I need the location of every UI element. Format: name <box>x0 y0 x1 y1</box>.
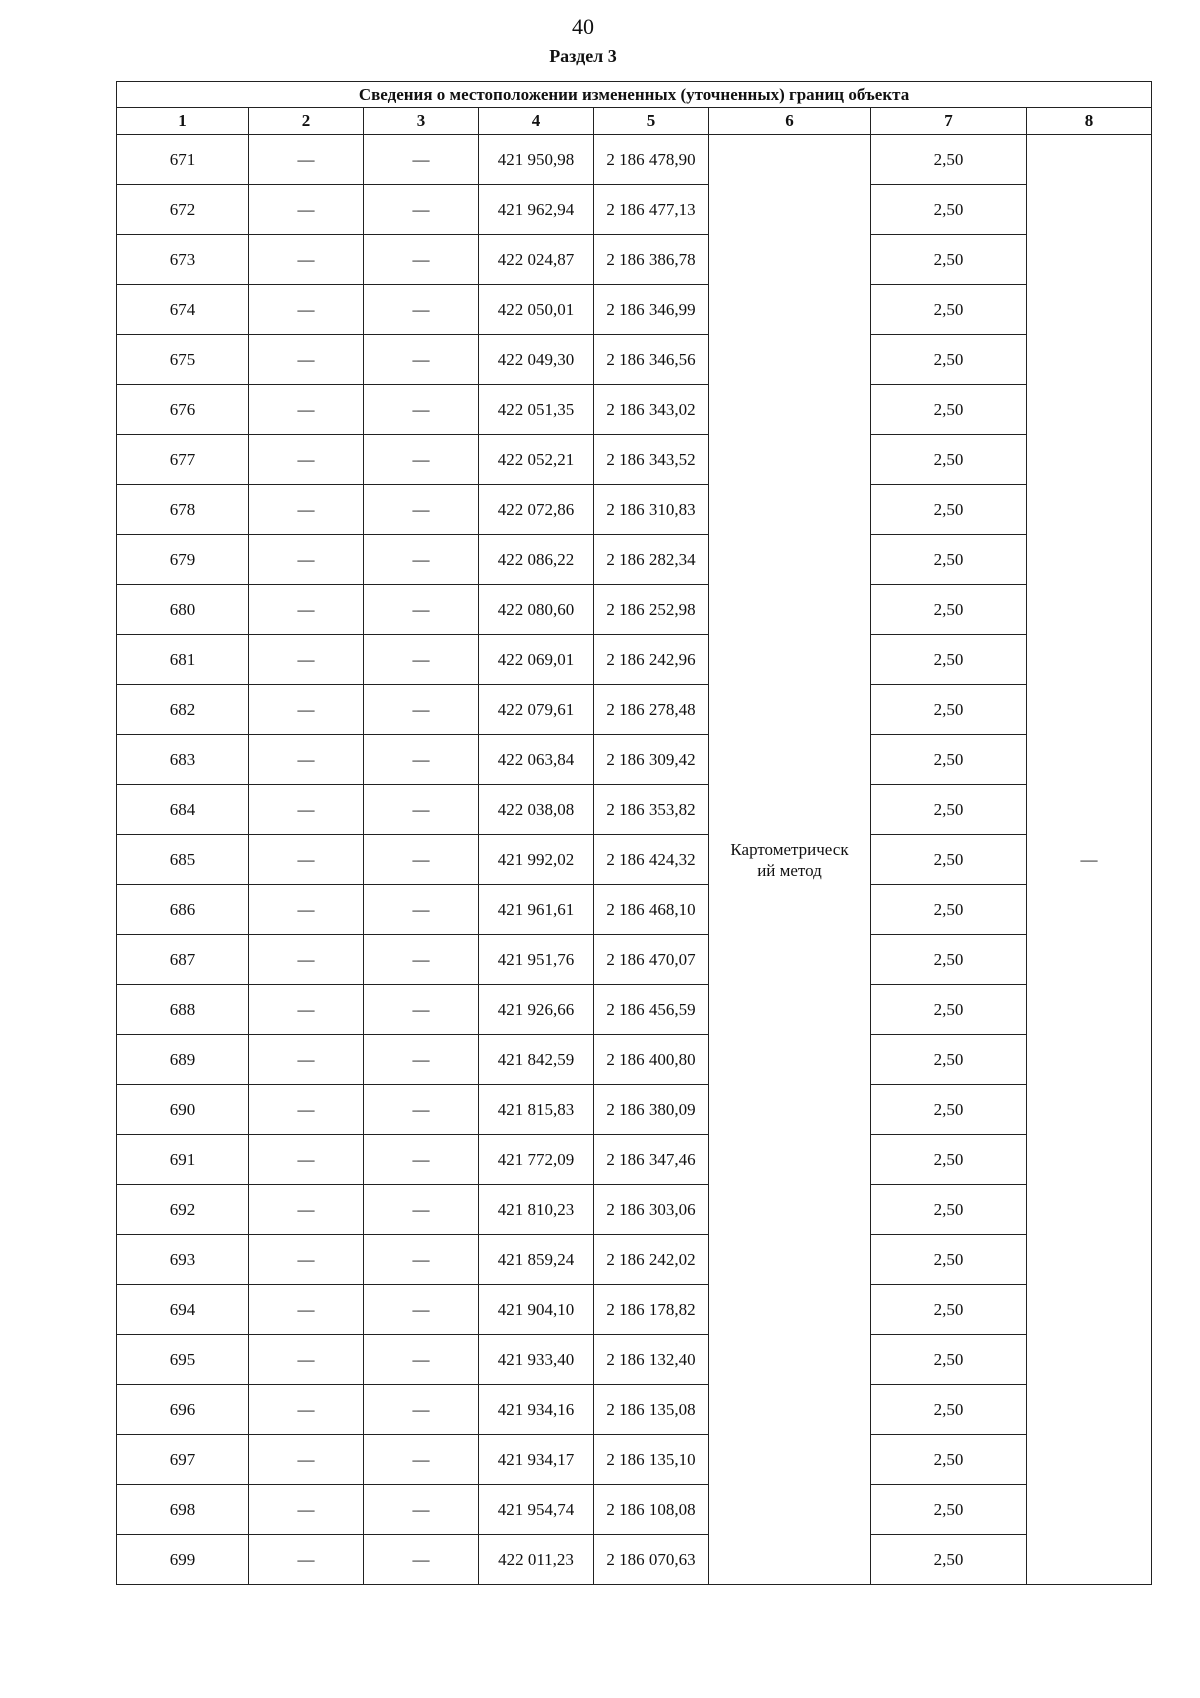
dash-cell: — <box>364 1485 479 1535</box>
table-row <box>117 635 1152 685</box>
boundary-coordinates-table <box>116 81 1152 1585</box>
y-coordinate-cell: 2 186 108,08 <box>594 1485 709 1535</box>
table-row <box>117 1435 1152 1485</box>
dash-cell: — <box>249 1085 364 1135</box>
x-coordinate-cell: 421 926,66 <box>479 985 594 1035</box>
table-row <box>117 1285 1152 1335</box>
x-coordinate-cell: 421 933,40 <box>479 1335 594 1385</box>
point-number-cell: 682 <box>117 685 249 735</box>
column-number-row <box>117 108 1152 135</box>
dash-cell: — <box>364 835 479 885</box>
dash-cell: — <box>249 385 364 435</box>
accuracy-cell: 2,50 <box>871 135 1027 185</box>
point-number-cell: 683 <box>117 735 249 785</box>
table-row <box>117 1335 1152 1385</box>
y-coordinate-cell: 2 186 070,63 <box>594 1535 709 1585</box>
point-number-cell: 691 <box>117 1135 249 1185</box>
method-cell <box>709 135 871 1585</box>
table-row <box>117 285 1152 335</box>
y-coordinate-cell: 2 186 132,40 <box>594 1335 709 1385</box>
dash-cell: — <box>249 485 364 535</box>
point-number-cell: 695 <box>117 1335 249 1385</box>
table-row <box>117 385 1152 435</box>
accuracy-cell: 2,50 <box>871 935 1027 985</box>
dash-cell: — <box>249 835 364 885</box>
method-text-line: Картометрическ <box>730 839 849 859</box>
point-number-cell: 671 <box>117 135 249 185</box>
point-number-cell: 696 <box>117 1385 249 1435</box>
accuracy-cell: 2,50 <box>871 1185 1027 1235</box>
dash-cell: — <box>364 685 479 735</box>
accuracy-cell: 2,50 <box>871 1535 1027 1585</box>
x-coordinate-cell: 422 063,84 <box>479 735 594 785</box>
section-title: Раздел 3 <box>549 46 617 66</box>
accuracy-cell: 2,50 <box>871 985 1027 1035</box>
column-number: 5 <box>594 108 709 135</box>
y-coordinate-cell: 2 186 346,56 <box>594 335 709 385</box>
y-coordinate-cell: 2 186 252,98 <box>594 585 709 635</box>
dash-cell: — <box>364 1435 479 1485</box>
dash-cell: — <box>249 735 364 785</box>
y-coordinate-cell: 2 186 386,78 <box>594 235 709 285</box>
accuracy-cell: 2,50 <box>871 835 1027 885</box>
table-row <box>117 1085 1152 1135</box>
accuracy-cell: 2,50 <box>871 1485 1027 1535</box>
point-number-cell: 687 <box>117 935 249 985</box>
y-coordinate-cell: 2 186 347,46 <box>594 1135 709 1185</box>
dash-cell: — <box>249 585 364 635</box>
point-number-cell: 699 <box>117 1535 249 1585</box>
dash-cell: — <box>364 485 479 535</box>
table-body <box>117 135 1152 1585</box>
table-row <box>117 835 1152 885</box>
accuracy-cell: 2,50 <box>871 435 1027 485</box>
dash-cell: — <box>364 1085 479 1135</box>
accuracy-cell: 2,50 <box>871 585 1027 635</box>
dash-cell: — <box>249 1385 364 1435</box>
point-number-cell: 674 <box>117 285 249 335</box>
table-row <box>117 935 1152 985</box>
dash-cell: — <box>249 935 364 985</box>
description-cell: — <box>1027 135 1152 1585</box>
dash-cell: — <box>364 1285 479 1335</box>
y-coordinate-cell: 2 186 343,02 <box>594 385 709 435</box>
table-row <box>117 1185 1152 1235</box>
x-coordinate-cell: 421 772,09 <box>479 1135 594 1185</box>
point-number-cell: 689 <box>117 1035 249 1085</box>
dash-cell: — <box>249 535 364 585</box>
x-coordinate-cell: 422 086,22 <box>479 535 594 585</box>
table-row <box>117 1035 1152 1085</box>
table-row <box>117 485 1152 535</box>
column-number: 3 <box>364 108 479 135</box>
page-number: 40 <box>572 14 594 39</box>
x-coordinate-cell: 422 079,61 <box>479 685 594 735</box>
x-coordinate-cell: 421 904,10 <box>479 1285 594 1335</box>
y-coordinate-cell: 2 186 477,13 <box>594 185 709 235</box>
y-coordinate-cell: 2 186 470,07 <box>594 935 709 985</box>
y-coordinate-cell: 2 186 242,96 <box>594 635 709 685</box>
point-number-cell: 684 <box>117 785 249 835</box>
point-number-cell: 692 <box>117 1185 249 1235</box>
method-text-line: ий метод <box>757 860 822 880</box>
column-number: 6 <box>709 108 871 135</box>
table-row <box>117 985 1152 1035</box>
dash-cell: — <box>249 1285 364 1335</box>
accuracy-cell: 2,50 <box>871 1385 1027 1435</box>
table-caption: Сведения о местоположении измененных (уточненных) границ объекта <box>117 82 1152 108</box>
point-number-cell: 690 <box>117 1085 249 1135</box>
x-coordinate-cell: 422 050,01 <box>479 285 594 335</box>
table-row <box>117 1485 1152 1535</box>
accuracy-cell: 2,50 <box>871 885 1027 935</box>
accuracy-cell: 2,50 <box>871 1135 1027 1185</box>
y-coordinate-cell: 2 186 400,80 <box>594 1035 709 1085</box>
x-coordinate-cell: 421 842,59 <box>479 1035 594 1085</box>
table-row <box>117 435 1152 485</box>
table-row <box>117 585 1152 635</box>
x-coordinate-cell: 422 052,21 <box>479 435 594 485</box>
column-number: 4 <box>479 108 594 135</box>
dash-cell: — <box>364 435 479 485</box>
dash-cell: — <box>364 735 479 785</box>
dash-cell: — <box>364 935 479 985</box>
column-number: 1 <box>117 108 249 135</box>
x-coordinate-cell: 422 011,23 <box>479 1535 594 1585</box>
dash-cell: — <box>249 685 364 735</box>
dash-cell: — <box>364 1335 479 1385</box>
dash-cell: — <box>364 535 479 585</box>
accuracy-cell: 2,50 <box>871 1285 1027 1335</box>
x-coordinate-cell: 422 051,35 <box>479 385 594 435</box>
x-coordinate-cell: 421 954,74 <box>479 1485 594 1535</box>
point-number-cell: 686 <box>117 885 249 935</box>
point-number-cell: 676 <box>117 385 249 435</box>
x-coordinate-cell: 421 934,17 <box>479 1435 594 1485</box>
dash-cell: — <box>364 285 479 335</box>
dash-cell: — <box>364 635 479 685</box>
point-number-cell: 680 <box>117 585 249 635</box>
accuracy-cell: 2,50 <box>871 285 1027 335</box>
dash-cell: — <box>249 1035 364 1085</box>
x-coordinate-cell: 421 961,61 <box>479 885 594 935</box>
point-number-cell: 677 <box>117 435 249 485</box>
x-coordinate-cell: 422 069,01 <box>479 635 594 685</box>
dash-cell: — <box>249 1135 364 1185</box>
dash-cell: — <box>249 435 364 485</box>
dash-cell: — <box>364 335 479 385</box>
dash-cell: — <box>364 385 479 435</box>
table-row <box>117 1535 1152 1585</box>
accuracy-cell: 2,50 <box>871 335 1027 385</box>
x-coordinate-cell: 422 038,08 <box>479 785 594 835</box>
point-number-cell: 698 <box>117 1485 249 1535</box>
dash-cell: — <box>249 1435 364 1485</box>
y-coordinate-cell: 2 186 282,34 <box>594 535 709 585</box>
y-coordinate-cell: 2 186 456,59 <box>594 985 709 1035</box>
dash-cell: — <box>364 585 479 635</box>
dash-cell: — <box>364 1535 479 1585</box>
x-coordinate-cell: 421 962,94 <box>479 185 594 235</box>
column-number: 2 <box>249 108 364 135</box>
dash-cell: — <box>364 1035 479 1085</box>
x-coordinate-cell: 421 992,02 <box>479 835 594 885</box>
y-coordinate-cell: 2 186 242,02 <box>594 1235 709 1285</box>
dash-cell: — <box>249 985 364 1035</box>
x-coordinate-cell: 421 810,23 <box>479 1185 594 1235</box>
point-number-cell: 672 <box>117 185 249 235</box>
accuracy-cell: 2,50 <box>871 535 1027 585</box>
table-row <box>117 185 1152 235</box>
accuracy-cell: 2,50 <box>871 1335 1027 1385</box>
point-number-cell: 688 <box>117 985 249 1035</box>
x-coordinate-cell: 421 859,24 <box>479 1235 594 1285</box>
y-coordinate-cell: 2 186 346,99 <box>594 285 709 335</box>
dash-cell: — <box>249 635 364 685</box>
accuracy-cell: 2,50 <box>871 1235 1027 1285</box>
table-row <box>117 135 1152 185</box>
accuracy-cell: 2,50 <box>871 1085 1027 1135</box>
table-row <box>117 1135 1152 1185</box>
point-number-cell: 697 <box>117 1435 249 1485</box>
dash-cell: — <box>364 135 479 185</box>
dash-cell: — <box>364 235 479 285</box>
accuracy-cell: 2,50 <box>871 485 1027 535</box>
y-coordinate-cell: 2 186 135,08 <box>594 1385 709 1435</box>
accuracy-cell: 2,50 <box>871 1435 1027 1485</box>
y-coordinate-cell: 2 186 303,06 <box>594 1185 709 1235</box>
table-row <box>117 235 1152 285</box>
dash-cell: — <box>249 1485 364 1535</box>
table-row <box>117 1385 1152 1435</box>
column-number: 8 <box>1027 108 1152 135</box>
point-number-cell: 681 <box>117 635 249 685</box>
dash-cell: — <box>364 785 479 835</box>
table-row <box>117 685 1152 735</box>
dash-cell: — <box>249 1535 364 1585</box>
y-coordinate-cell: 2 186 343,52 <box>594 435 709 485</box>
x-coordinate-cell: 422 072,86 <box>479 485 594 535</box>
table-row <box>117 1235 1152 1285</box>
dash-cell: — <box>364 1135 479 1185</box>
point-number-cell: 693 <box>117 1235 249 1285</box>
dash-cell: — <box>249 335 364 385</box>
table-row <box>117 535 1152 585</box>
y-coordinate-cell: 2 186 424,32 <box>594 835 709 885</box>
dash-cell: — <box>364 1185 479 1235</box>
y-coordinate-cell: 2 186 353,82 <box>594 785 709 835</box>
dash-cell: — <box>249 1335 364 1385</box>
column-number: 7 <box>871 108 1027 135</box>
y-coordinate-cell: 2 186 278,48 <box>594 685 709 735</box>
dash-cell: — <box>249 785 364 835</box>
accuracy-cell: 2,50 <box>871 1035 1027 1085</box>
dash-cell: — <box>364 1235 479 1285</box>
dash-cell: — <box>249 285 364 335</box>
point-number-cell: 685 <box>117 835 249 885</box>
x-coordinate-cell: 422 080,60 <box>479 585 594 635</box>
accuracy-cell: 2,50 <box>871 785 1027 835</box>
dash-cell: — <box>364 885 479 935</box>
accuracy-cell: 2,50 <box>871 185 1027 235</box>
dash-cell: — <box>364 185 479 235</box>
table-row <box>117 785 1152 835</box>
x-coordinate-cell: 421 951,76 <box>479 935 594 985</box>
x-coordinate-cell: 421 950,98 <box>479 135 594 185</box>
x-coordinate-cell: 421 934,16 <box>479 1385 594 1435</box>
dash-cell: — <box>249 135 364 185</box>
dash-cell: — <box>249 1235 364 1285</box>
point-number-cell: 675 <box>117 335 249 385</box>
table-row <box>117 335 1152 385</box>
y-coordinate-cell: 2 186 309,42 <box>594 735 709 785</box>
dash-cell: — <box>364 985 479 1035</box>
point-number-cell: 679 <box>117 535 249 585</box>
y-coordinate-cell: 2 186 135,10 <box>594 1435 709 1485</box>
point-number-cell: 673 <box>117 235 249 285</box>
dash-cell: — <box>249 1185 364 1235</box>
table-row <box>117 885 1152 935</box>
accuracy-cell: 2,50 <box>871 235 1027 285</box>
dash-cell: — <box>249 885 364 935</box>
y-coordinate-cell: 2 186 478,90 <box>594 135 709 185</box>
point-number-cell: 678 <box>117 485 249 535</box>
dash-cell: — <box>249 185 364 235</box>
accuracy-cell: 2,50 <box>871 735 1027 785</box>
accuracy-cell: 2,50 <box>871 635 1027 685</box>
y-coordinate-cell: 2 186 468,10 <box>594 885 709 935</box>
point-number-cell: 694 <box>117 1285 249 1335</box>
x-coordinate-cell: 422 049,30 <box>479 335 594 385</box>
accuracy-cell: 2,50 <box>871 385 1027 435</box>
x-coordinate-cell: 421 815,83 <box>479 1085 594 1135</box>
y-coordinate-cell: 2 186 380,09 <box>594 1085 709 1135</box>
table-row <box>117 735 1152 785</box>
y-coordinate-cell: 2 186 310,83 <box>594 485 709 535</box>
accuracy-cell: 2,50 <box>871 685 1027 735</box>
y-coordinate-cell: 2 186 178,82 <box>594 1285 709 1335</box>
dash-cell: — <box>249 235 364 285</box>
dash-cell: — <box>364 1385 479 1435</box>
x-coordinate-cell: 422 024,87 <box>479 235 594 285</box>
